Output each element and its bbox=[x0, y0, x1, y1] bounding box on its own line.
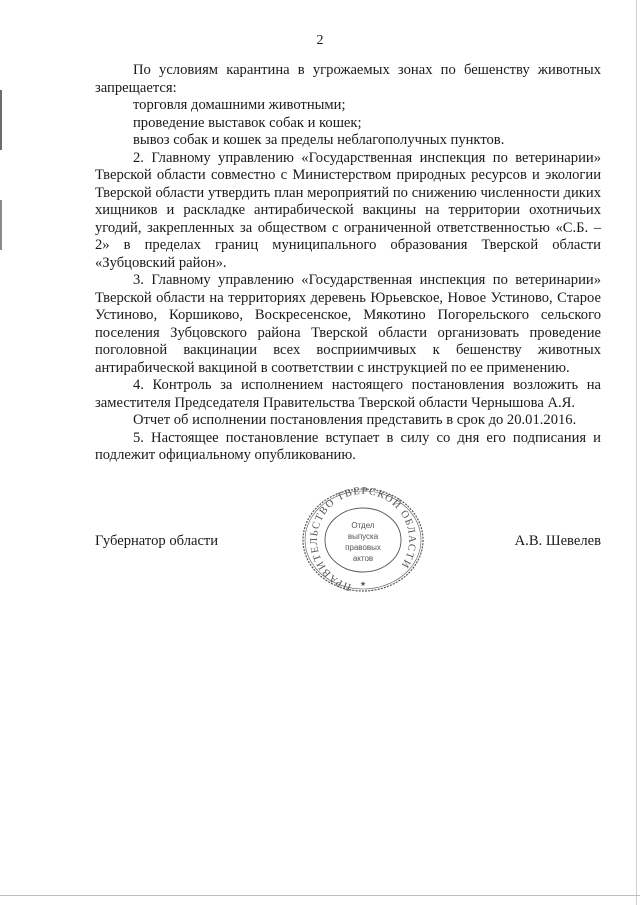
stamp-star-icon: ★ bbox=[359, 580, 367, 588]
scan-artifact-left-lower bbox=[0, 200, 2, 250]
document-body bbox=[95, 62, 601, 465]
signatory-position: Губернатор области bbox=[95, 533, 219, 549]
clause-5-paragraph: 5. Настоящее постановление вступает в силу со дня его подписания и подлежит официальному опубликованию. bbox=[95, 429, 601, 463]
report-deadline-paragraph: Отчет об исполнении постановления представить в срок до 20.01.2016. bbox=[133, 412, 577, 428]
signatory-name: А.В. Шевелев bbox=[514, 533, 601, 549]
stamp-center-line-2: выпуска bbox=[347, 532, 379, 541]
stamp-ring-text: ПРАВИТЕЛЬСТВО ТВЕРСКОЙ ОБЛАСТИ bbox=[308, 486, 418, 593]
scan-edge-bottom bbox=[0, 895, 640, 896]
stamp-center-line-3: правовых bbox=[345, 543, 381, 552]
clause-2-paragraph: 2. Главному управлению «Государственная инспекция по ветеринарии» Тверской области совместно с Министерством природных ресурсов и экологии Тверской области утвердить план мероприятий по снижению численности диких хищников и раскладке антирабической вакцины на территории охотничьих угодий, закрепленных за обществом с ограниченной ответственностью «С.Б. – 2» в пределах границ муниципального образования Тверской области «Зубцовский район». bbox=[95, 149, 601, 271]
quarantine-restrictions-paragraph: По условиям карантина в угрожаемых зонах по бешенству животных запрещается: bbox=[95, 62, 601, 96]
scan-edge-right bbox=[636, 0, 637, 905]
page-number: 2 bbox=[316, 33, 324, 48]
restriction-item-trade: торговля домашними животными; bbox=[133, 97, 346, 113]
restriction-item-exhibitions: проведение выставок собак и кошек; bbox=[133, 114, 362, 131]
restriction-item-export: вывоз собак и кошек за пределы неблагополучных пунктов. bbox=[133, 132, 505, 148]
scan-artifact-left bbox=[0, 90, 2, 150]
stamp-center-line-4: актов bbox=[352, 554, 374, 563]
clause-3-paragraph: 3. Главному управлению «Государственная инспекция по ветеринарии» Тверской области на территориях деревень Юрьевское, Новое Устиново, Старое Устиново, Коршиково, Воскресенское, Мякотино Погорельского сельского поселения Зубцовского района Тверской области организовать проведение поголовной вакцинации всех восприимчивых к бешенству животных антирабической вакциной в соответствии с инструкцией по ее применению. bbox=[95, 272, 601, 376]
clause-4-paragraph: 4. Контроль за исполнением настоящего постановления возложить на заместителя Председателя Правительства Тверской области Чернышова А.Я. bbox=[95, 377, 601, 411]
stamp-center-line-1: Отдел bbox=[351, 521, 375, 530]
official-stamp bbox=[298, 486, 428, 598]
